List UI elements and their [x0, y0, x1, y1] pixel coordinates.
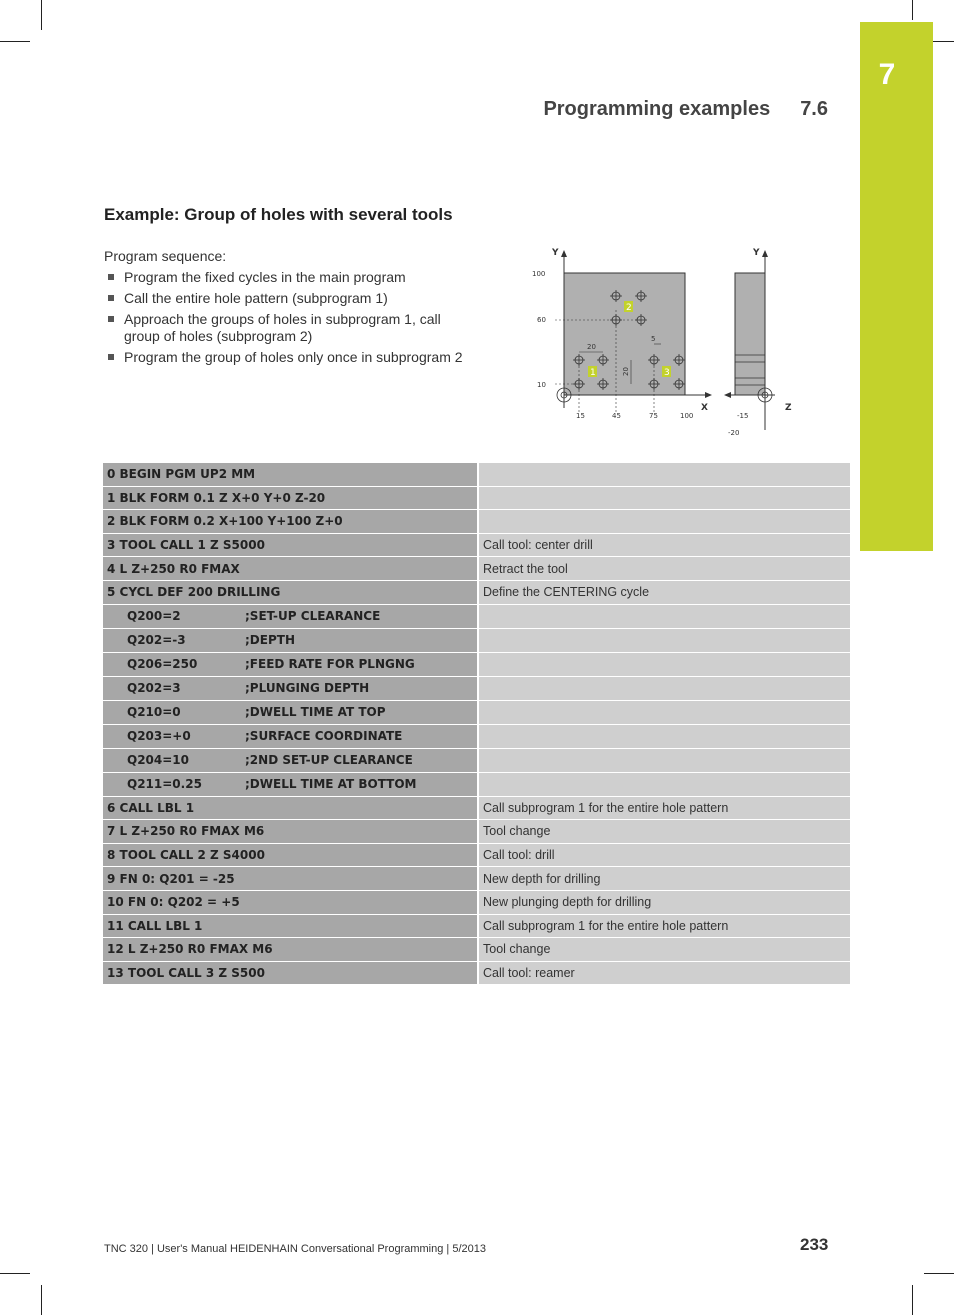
nc-block-cell: 4 L Z+250 R0 FMAX — [103, 557, 478, 581]
parameter-value: Q203=+0 — [127, 729, 191, 744]
comment-cell — [478, 724, 850, 748]
table-row — [103, 820, 850, 844]
running-head — [543, 98, 828, 121]
comment-cell: Call tool: reamer — [478, 961, 850, 985]
cycle-parameter-cell — [103, 748, 478, 772]
nc-program-table — [103, 463, 850, 985]
cycle-parameter-cell — [103, 772, 478, 796]
list-item-text: Call the entire hole pattern (subprogram 1) — [124, 290, 388, 306]
table-row — [103, 652, 850, 676]
table-row — [103, 557, 850, 581]
nc-block-cell: 10 FN 0: Q202 = +5 — [103, 890, 478, 914]
list-item-text: Approach the groups of holes in subprogram 1, call group of holes (subprogram 2) — [124, 311, 441, 344]
table-row — [103, 628, 850, 652]
crop-mark — [924, 1273, 954, 1274]
table-row — [103, 796, 850, 820]
parameter-value: Q202=-3 — [127, 633, 186, 648]
group-label-3: 3 — [664, 368, 670, 378]
axis-label-x: X — [701, 403, 708, 413]
table-row — [103, 867, 850, 891]
comment-cell — [478, 510, 850, 534]
bullet-icon — [108, 295, 114, 301]
parameter-description: ;FEED RATE FOR PLNGNG — [245, 657, 415, 672]
nc-block-cell: 8 TOOL CALL 2 Z S4000 — [103, 843, 478, 867]
cycle-parameter-cell — [103, 676, 478, 700]
table-row — [103, 700, 850, 724]
parameter-description: ;DWELL TIME AT TOP — [245, 705, 386, 720]
nc-block-cell: 11 CALL LBL 1 — [103, 914, 478, 938]
parameter-description: ;DWELL TIME AT BOTTOM — [245, 777, 417, 792]
x-tick-label: 100 — [680, 412, 694, 420]
chapter-number: 7 — [878, 58, 896, 91]
table-row — [103, 486, 850, 510]
dim-label-20v: 20 — [622, 367, 630, 376]
list-item — [104, 290, 474, 307]
table-row — [103, 890, 850, 914]
comment-cell: New depth for drilling — [478, 867, 850, 891]
table-row — [103, 533, 850, 557]
dim-label-20h: 20 — [587, 343, 596, 351]
comment-cell: New plunging depth for drilling — [478, 890, 850, 914]
parameter-description: ;PLUNGING DEPTH — [245, 681, 370, 696]
nc-block-cell: 0 BEGIN PGM UP2 MM — [103, 463, 478, 486]
cycle-parameter-cell — [103, 724, 478, 748]
table-row — [103, 961, 850, 985]
nc-block-cell: 6 CALL LBL 1 — [103, 796, 478, 820]
table-row — [103, 463, 850, 486]
bullet-icon — [108, 354, 114, 360]
nc-block-cell: 13 TOOL CALL 3 Z S500 — [103, 961, 478, 985]
group-label-2: 2 — [626, 303, 632, 313]
list-item — [104, 269, 474, 286]
y-tick-label: 100 — [532, 270, 546, 278]
crop-mark — [912, 1285, 913, 1315]
table-row — [103, 938, 850, 962]
cycle-parameter-cell — [103, 700, 478, 724]
x-tick-label: 75 — [649, 412, 658, 420]
chapter-tab — [860, 22, 933, 551]
nc-block-cell: 12 L Z+250 R0 FMAX M6 — [103, 938, 478, 962]
bullet-icon — [108, 316, 114, 322]
comment-cell: Call tool: drill — [478, 843, 850, 867]
x-tick-label: 45 — [612, 412, 621, 420]
running-head-title: Programming examples — [543, 98, 771, 120]
nc-block-cell: 7 L Z+250 R0 FMAX M6 — [103, 820, 478, 844]
page-number: 233 — [800, 1235, 829, 1254]
workpiece-side-view — [735, 273, 765, 395]
hole-pattern-drawing — [525, 240, 800, 440]
table-row — [103, 604, 850, 628]
comment-cell: Define the CENTERING cycle — [478, 580, 850, 604]
comment-cell — [478, 604, 850, 628]
parameter-value: Q202=3 — [127, 681, 181, 696]
y-tick-label: 60 — [537, 316, 546, 324]
comment-cell — [478, 463, 850, 486]
y-tick-label: 10 — [537, 381, 546, 389]
crop-mark — [912, 0, 913, 20]
nc-block-cell: 1 BLK FORM 0.1 Z X+0 Y+0 Z-20 — [103, 486, 478, 510]
parameter-description: ;2ND SET-UP CLEARANCE — [245, 753, 413, 768]
comment-cell: Retract the tool — [478, 557, 850, 581]
parameter-description: ;DEPTH — [245, 633, 295, 648]
comment-cell — [478, 676, 850, 700]
table-row — [103, 580, 850, 604]
cycle-parameter-cell — [103, 604, 478, 628]
bullet-icon — [108, 274, 114, 280]
dim-label-5: 5 — [651, 335, 656, 343]
crop-mark — [0, 41, 30, 42]
parameter-value: Q211=0.25 — [127, 777, 202, 792]
comment-cell: Call tool: center drill — [478, 533, 850, 557]
axis-label-y-left: Y — [552, 248, 559, 258]
z-tick-label: -15 — [737, 412, 749, 420]
comment-cell: Tool change — [478, 938, 850, 962]
x-tick-label: 15 — [576, 412, 585, 420]
table-row — [103, 843, 850, 867]
parameter-value: Q204=10 — [127, 753, 190, 768]
axis-label-z: Z — [785, 403, 792, 413]
comment-cell: Tool change — [478, 820, 850, 844]
table-row — [103, 772, 850, 796]
bullet-list — [104, 269, 474, 366]
nc-block-cell: 3 TOOL CALL 1 Z S5000 — [103, 533, 478, 557]
parameter-value: Q210=0 — [127, 705, 181, 720]
intro-lead: Program sequence: — [104, 248, 227, 264]
list-item — [104, 349, 474, 366]
parameter-value: Q206=250 — [127, 657, 198, 672]
axis-label-y-right: Y — [753, 248, 760, 258]
crop-mark — [41, 1285, 42, 1315]
comment-cell — [478, 652, 850, 676]
list-item — [104, 311, 474, 345]
parameter-description: ;SURFACE COORDINATE — [245, 729, 403, 744]
nc-block-cell: 5 CYCL DEF 200 DRILLING — [103, 580, 478, 604]
group-label-1: 1 — [590, 368, 596, 378]
comment-cell — [478, 700, 850, 724]
comment-cell — [478, 772, 850, 796]
parameter-value: Q200=2 — [127, 609, 181, 624]
comment-cell: Call subprogram 1 for the entire hole pattern — [478, 914, 850, 938]
comment-cell — [478, 748, 850, 772]
cycle-parameter-cell — [103, 652, 478, 676]
intro-block — [104, 248, 474, 370]
cycle-parameter-cell — [103, 628, 478, 652]
comment-cell — [478, 628, 850, 652]
comment-cell — [478, 486, 850, 510]
table-row — [103, 914, 850, 938]
list-item-text: Program the fixed cycles in the main program — [124, 269, 406, 285]
nc-block-cell: 2 BLK FORM 0.2 X+100 Y+100 Z+0 — [103, 510, 478, 534]
comment-cell: Call subprogram 1 for the entire hole pattern — [478, 796, 850, 820]
table-row — [103, 724, 850, 748]
table-row — [103, 510, 850, 534]
example-title: Example: Group of holes with several tools — [104, 205, 453, 224]
parameter-description: ;SET-UP CLEARANCE — [245, 609, 381, 624]
footer-text: TNC 320 | User's Manual HEIDENHAIN Conversational Programming | 5/2013 — [104, 1243, 486, 1255]
crop-mark — [41, 0, 42, 30]
z-tick-label: -20 — [728, 429, 740, 437]
nc-block-cell: 9 FN 0: Q201 = -25 — [103, 867, 478, 891]
table-row — [103, 748, 850, 772]
running-head-section: 7.6 — [800, 98, 828, 120]
crop-mark — [0, 1273, 30, 1274]
table-row — [103, 676, 850, 700]
list-item-text: Program the group of holes only once in subprogram 2 — [124, 349, 463, 365]
